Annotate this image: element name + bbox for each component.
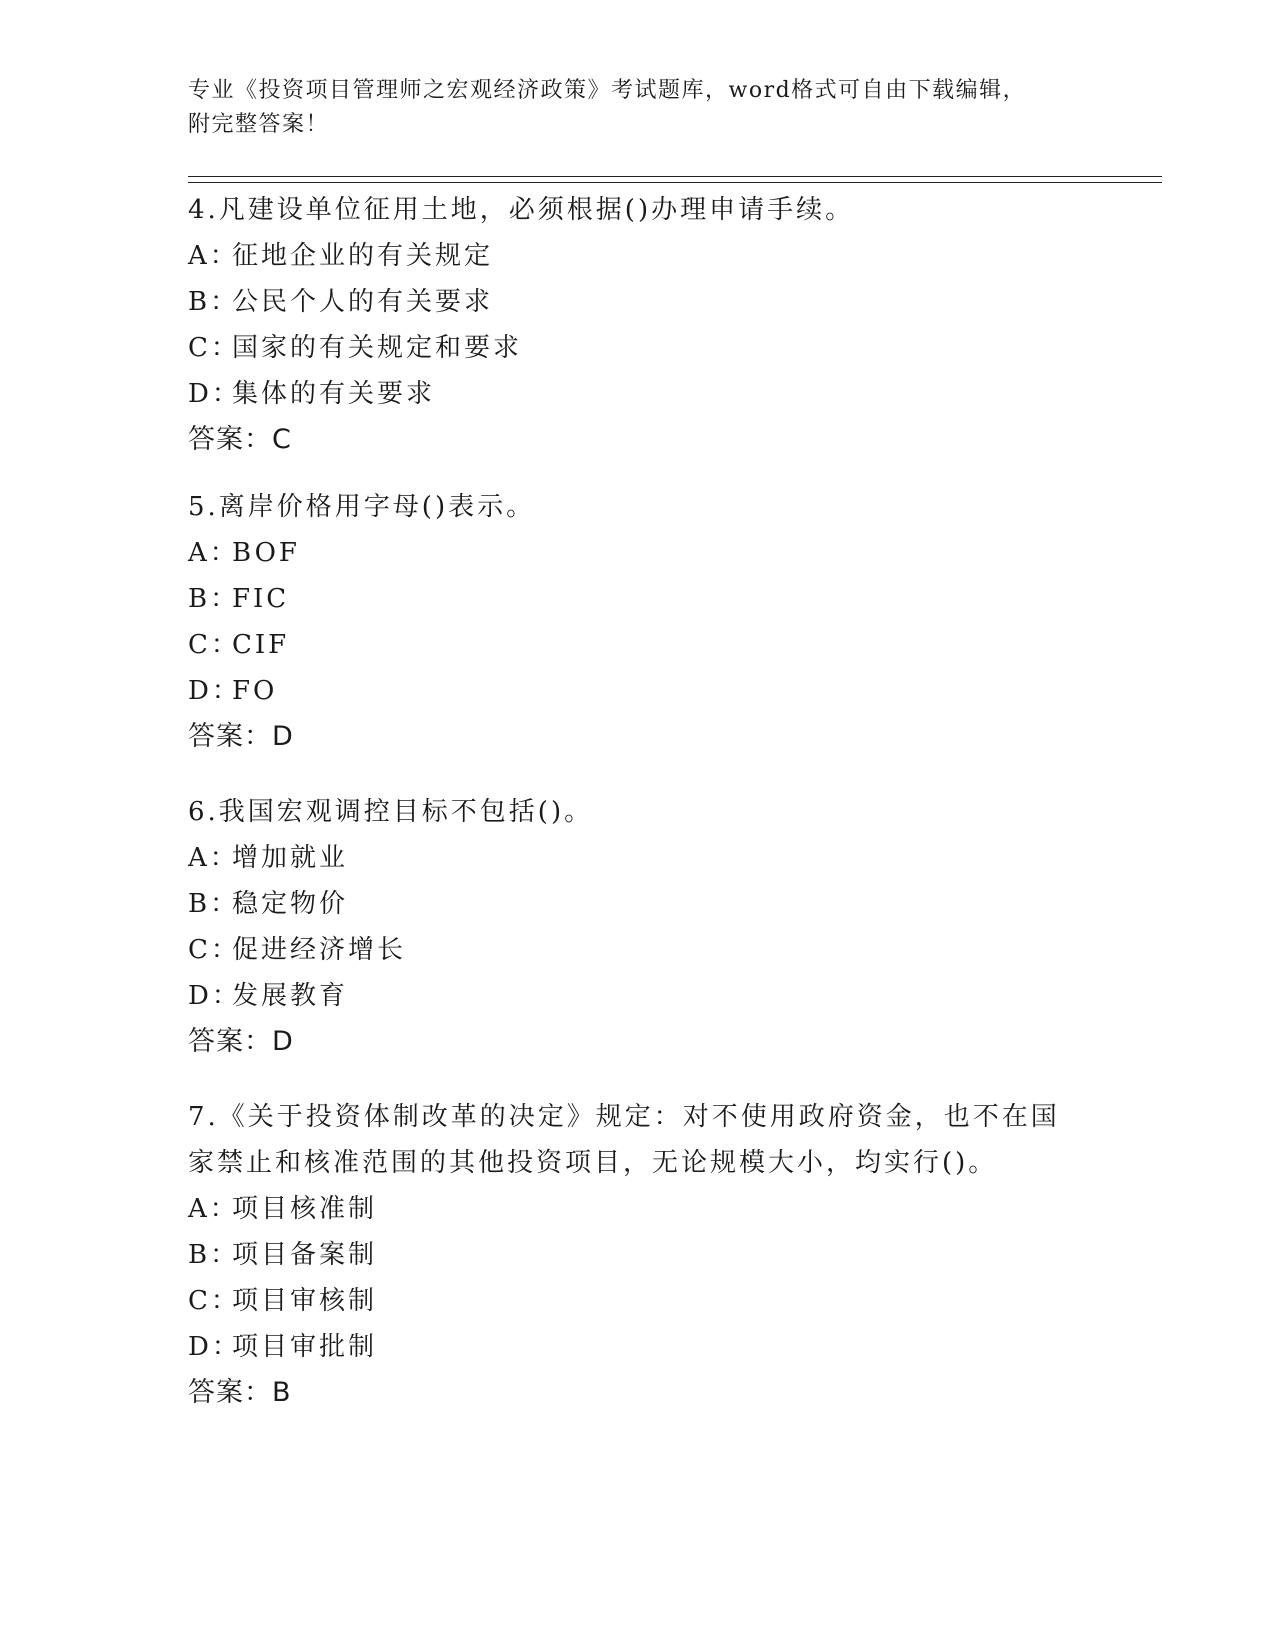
- question-text: 4.凡建设单位征用土地，必须根据()办理申请手续。: [188, 195, 855, 225]
- answer: 答案：D: [188, 1026, 294, 1057]
- option-letter: A：: [188, 241, 239, 271]
- option-c: [188, 622, 1088, 668]
- option-text: 国家的有关规定和要求: [232, 333, 523, 363]
- option-letter: D：: [188, 676, 241, 706]
- option-letter: A：: [188, 1194, 239, 1224]
- option-d: [188, 973, 1088, 1019]
- option-letter: B：: [188, 889, 240, 919]
- option-letter: C：: [188, 630, 240, 660]
- document-header: [188, 74, 1088, 142]
- option-text: 征地企业的有关规定: [232, 241, 494, 271]
- option-text: 项目审核制: [232, 1286, 378, 1316]
- option-letter: D：: [188, 1332, 241, 1362]
- option-text: 集体的有关要求: [232, 379, 436, 409]
- option-d: [188, 1324, 1088, 1370]
- option-b: [188, 1232, 1088, 1278]
- option-text: 项目审批制: [232, 1332, 378, 1362]
- option-text: 稳定物价: [232, 889, 349, 919]
- option-letter: C：: [188, 1286, 240, 1316]
- option-letter: D：: [188, 379, 241, 409]
- option-a: [188, 530, 1088, 576]
- option-a: [188, 1186, 1088, 1232]
- header-line-1: 专业《投资项目管理师之宏观经济政策》考试题库，word格式可自由下载编辑，: [188, 78, 1027, 103]
- answer: 答案：D: [188, 721, 294, 752]
- option-a: [188, 233, 1088, 279]
- option-letter: B：: [188, 287, 240, 317]
- option-text: FIC: [232, 584, 290, 614]
- question-7: [188, 1094, 1088, 1416]
- header-divider-top: [188, 176, 1162, 177]
- option-text: 项目备案制: [232, 1240, 378, 1270]
- option-text: CIF: [232, 630, 290, 660]
- question-text-line-1: 7.《关于投资体制改革的决定》规定：对不使用政府资金，也不在国: [188, 1102, 1060, 1132]
- option-letter: C：: [188, 935, 240, 965]
- question-6: [188, 789, 1088, 1065]
- option-b: [188, 279, 1088, 325]
- question-4: [188, 187, 1088, 463]
- option-b: [188, 576, 1088, 622]
- option-c: [188, 325, 1088, 371]
- option-b: [188, 881, 1088, 927]
- option-letter: B：: [188, 584, 240, 614]
- option-letter: A：: [188, 538, 239, 568]
- option-text: 公民个人的有关要求: [232, 287, 494, 317]
- question-text: 5.离岸价格用字母()表示。: [188, 492, 536, 522]
- option-text: BOF: [232, 538, 300, 568]
- option-c: [188, 927, 1088, 973]
- option-letter: C：: [188, 333, 240, 363]
- option-text: 增加就业: [232, 843, 349, 873]
- option-letter: A：: [188, 843, 239, 873]
- option-letter: B：: [188, 1240, 240, 1270]
- header-line-2: 附完整答案！: [188, 112, 330, 137]
- option-c: [188, 1278, 1088, 1324]
- option-text: 发展教育: [232, 981, 349, 1011]
- answer: 答案：B: [188, 1377, 292, 1408]
- question-5: [188, 484, 1088, 760]
- option-text: 促进经济增长: [232, 935, 407, 965]
- option-a: [188, 835, 1088, 881]
- question-text-line-2: 家禁止和核准范围的其他投资项目，无论规模大小，均实行()。: [188, 1148, 998, 1178]
- option-d: [188, 371, 1088, 417]
- option-text: 项目核准制: [232, 1194, 378, 1224]
- question-text: 6.我国宏观调控目标不包括()。: [188, 797, 594, 827]
- option-d: [188, 668, 1088, 714]
- answer: 答案：C: [188, 424, 292, 455]
- option-text: FO: [232, 676, 278, 706]
- option-letter: D：: [188, 981, 241, 1011]
- header-divider-bottom: [188, 182, 1162, 183]
